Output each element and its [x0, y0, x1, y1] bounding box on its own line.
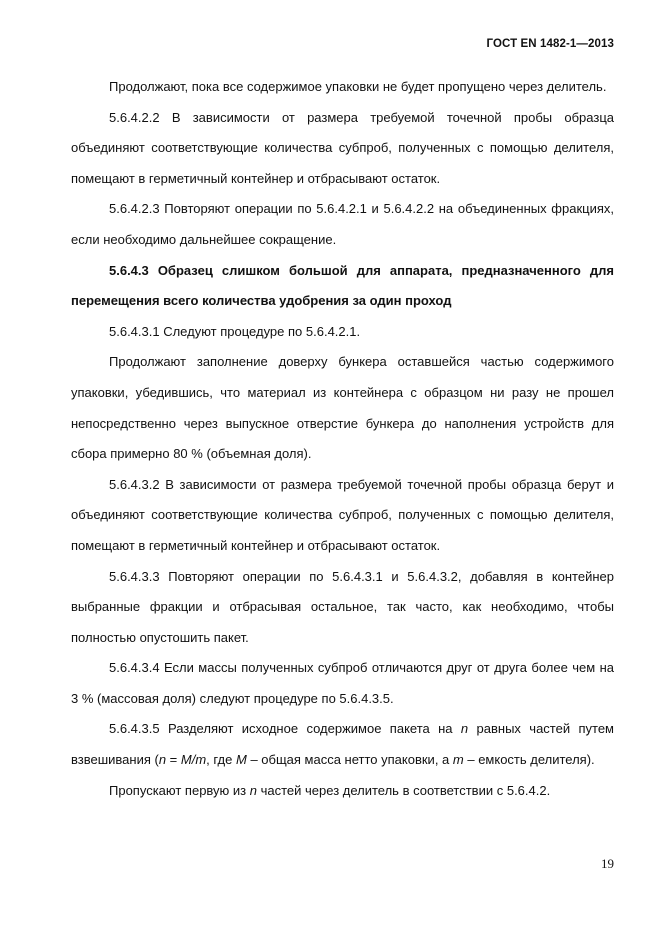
paragraph-5-6-4-3-5 [71, 714, 614, 775]
variable-capital-m: M [235, 752, 247, 768]
text-segment: – емкость делителя). [463, 752, 595, 768]
text-segment: Пропускают первую из [109, 782, 250, 798]
text-segment: , где [206, 752, 236, 768]
paragraph-5-6-4-2-3: 5.6.4.2.3 Повторяют операции по 5.6.4.2.1 и 5.6.4.2.2 на объединенных фракциях, если необходимо дальнейшее сокращение. [71, 201, 614, 247]
formula-m-over-m: M/m [180, 752, 207, 768]
paragraph-pass-first-part [71, 776, 614, 807]
variable-n: n [460, 721, 469, 737]
variable-n: n [249, 782, 257, 798]
paragraph-5-6-4-3-3: 5.6.4.3.3 Повторяют операции по 5.6.4.3.1 и 5.6.4.3.2, добавляя в контейнер выбранные фракции и отбрасывая остальное, так часто, как необходимо, чтобы полностью опустошить пакет. [71, 568, 614, 645]
document-body [71, 72, 614, 806]
text-segment: 5.6.4.3.5 Разделяют исходное содержимое пакета на [109, 721, 461, 737]
paragraph-continue-until-empty: Продолжают, пока все содержимое упаковки не будет пропущено через делитель. [109, 79, 607, 94]
paragraph-5-6-4-3-1: 5.6.4.3.1 Следуют процедуре по 5.6.4.2.1. [109, 323, 361, 339]
text-segment: – общая масса нетто упаковки, а [246, 752, 453, 768]
paragraph-5-6-4-3-2: 5.6.4.3.2 В зависимости от размера требуемой точечной пробы образца берут и объединяют соответствующие количества субпроб, полученных с помощью делителя, помещают в герметичный контейнер и отбрасывают остаток. [71, 476, 614, 553]
paragraph-5-6-4-2-2: 5.6.4.2.2 В зависимости от размера требуемой точечной пробы образца объединяют соответствующие количества субпроб, полученных с помощью делителя, помещают в герметичный контейнер и отбрасывают остаток. [71, 109, 614, 186]
text-segment: частей через делитель в соответствии с 5.6.4.2. [256, 782, 551, 798]
text-segment: равных частей путем взвешивания ( [71, 721, 614, 768]
text-segment: = [166, 752, 181, 768]
section-heading-5-6-4-3: 5.6.4.3 Образец слишком большой для аппарата, предназначенного для перемещения всего количества удобрения за один проход [71, 262, 614, 309]
paragraph-5-6-4-3-4: 5.6.4.3.4 Если массы полученных субпроб отличаются друг от друга более чем на 3 % (массовая доля) следуют процедуре по 5.6.4.3.5. [71, 660, 614, 706]
paragraph-fill-hopper: Продолжают заполнение доверху бункера оставшейся частью содержимого упаковки, убедившись, что материал из контейнера с образцом ни разу не прошел непосредственно через выпускное отверстие бункера до наполнения устройств для сбора примерно 80 % (объемная доля). [71, 354, 614, 462]
variable-n: n [158, 752, 167, 768]
standard-header: ГОСТ EN 1482-1—2013 [486, 38, 614, 50]
page-number: 19 [601, 856, 614, 871]
variable-m: m [452, 752, 464, 768]
